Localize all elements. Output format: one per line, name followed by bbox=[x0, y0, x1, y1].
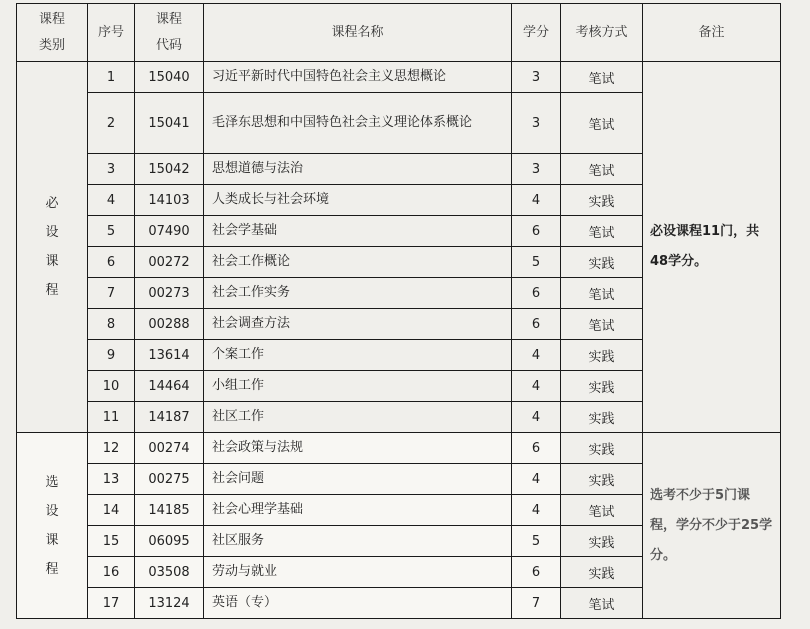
course-name: 劳动与就业 bbox=[204, 557, 512, 588]
row-no: 10 bbox=[88, 371, 135, 402]
header-code: 课程 代码 bbox=[135, 4, 204, 62]
exam-method: 实践 bbox=[561, 464, 643, 495]
course-code: 03508 bbox=[135, 557, 204, 588]
course-code: 06095 bbox=[135, 526, 204, 557]
exam-method: 笔试 bbox=[561, 154, 643, 185]
course-credit: 3 bbox=[512, 62, 561, 93]
header-exam: 考核方式 bbox=[561, 4, 643, 62]
row-no: 9 bbox=[88, 340, 135, 371]
category-cell: 必 设 课 程 bbox=[17, 62, 88, 433]
row-no: 12 bbox=[88, 433, 135, 464]
course-credit: 4 bbox=[512, 340, 561, 371]
header-credit: 学分 bbox=[512, 4, 561, 62]
header-no: 序号 bbox=[88, 4, 135, 62]
exam-method: 实践 bbox=[561, 185, 643, 216]
table-row bbox=[17, 62, 781, 93]
row-no: 11 bbox=[88, 402, 135, 433]
course-code: 15041 bbox=[135, 93, 204, 154]
header-note: 备注 bbox=[643, 4, 781, 62]
course-name: 习近平新时代中国特色社会主义思想概论 bbox=[204, 62, 512, 93]
exam-method: 实践 bbox=[561, 340, 643, 371]
exam-method: 笔试 bbox=[561, 62, 643, 93]
table-row bbox=[17, 433, 781, 464]
course-credit: 4 bbox=[512, 402, 561, 433]
row-no: 17 bbox=[88, 588, 135, 619]
course-name: 社会心理学基础 bbox=[204, 495, 512, 526]
course-code: 14103 bbox=[135, 185, 204, 216]
exam-method: 实践 bbox=[561, 433, 643, 464]
course-code: 00275 bbox=[135, 464, 204, 495]
exam-method: 实践 bbox=[561, 557, 643, 588]
course-name: 社会工作实务 bbox=[204, 278, 512, 309]
course-name: 人类成长与社会环境 bbox=[204, 185, 512, 216]
course-credit: 3 bbox=[512, 93, 561, 154]
course-name: 英语（专） bbox=[204, 588, 512, 619]
exam-method: 笔试 bbox=[561, 588, 643, 619]
course-code: 00273 bbox=[135, 278, 204, 309]
course-name: 思想道德与法治 bbox=[204, 154, 512, 185]
course-credit: 6 bbox=[512, 216, 561, 247]
course-credit: 6 bbox=[512, 557, 561, 588]
note-cell: 必设课程11门，共48学分。 bbox=[643, 62, 781, 433]
course-code: 14187 bbox=[135, 402, 204, 433]
exam-method: 实践 bbox=[561, 402, 643, 433]
exam-method: 实践 bbox=[561, 247, 643, 278]
course-name: 小组工作 bbox=[204, 371, 512, 402]
note-cell: 选考不少于5门课程，学分不少于25学分。 bbox=[643, 433, 781, 619]
course-credit: 6 bbox=[512, 433, 561, 464]
row-no: 6 bbox=[88, 247, 135, 278]
course-code: 15040 bbox=[135, 62, 204, 93]
row-no: 13 bbox=[88, 464, 135, 495]
course-code: 00272 bbox=[135, 247, 204, 278]
exam-method: 实践 bbox=[561, 371, 643, 402]
row-no: 7 bbox=[88, 278, 135, 309]
course-name: 社区工作 bbox=[204, 402, 512, 433]
course-credit: 3 bbox=[512, 154, 561, 185]
course-code: 00274 bbox=[135, 433, 204, 464]
course-table bbox=[16, 3, 781, 619]
course-name: 毛泽东思想和中国特色社会主义理论体系概论 bbox=[204, 93, 512, 154]
course-name: 社会问题 bbox=[204, 464, 512, 495]
row-no: 14 bbox=[88, 495, 135, 526]
exam-method: 笔试 bbox=[561, 309, 643, 340]
course-credit: 4 bbox=[512, 495, 561, 526]
course-name: 社区服务 bbox=[204, 526, 512, 557]
header-category: 课程 类别 bbox=[17, 4, 88, 62]
exam-method: 笔试 bbox=[561, 216, 643, 247]
header-name: 课程名称 bbox=[204, 4, 512, 62]
row-no: 4 bbox=[88, 185, 135, 216]
course-name: 个案工作 bbox=[204, 340, 512, 371]
course-name: 社会调查方法 bbox=[204, 309, 512, 340]
row-no: 1 bbox=[88, 62, 135, 93]
course-code: 13614 bbox=[135, 340, 204, 371]
course-code: 14464 bbox=[135, 371, 204, 402]
row-no: 15 bbox=[88, 526, 135, 557]
course-name: 社会工作概论 bbox=[204, 247, 512, 278]
course-credit: 4 bbox=[512, 185, 561, 216]
course-credit: 4 bbox=[512, 371, 561, 402]
course-code: 13124 bbox=[135, 588, 204, 619]
row-no: 5 bbox=[88, 216, 135, 247]
course-credit: 6 bbox=[512, 278, 561, 309]
course-code: 00288 bbox=[135, 309, 204, 340]
row-no: 8 bbox=[88, 309, 135, 340]
row-no: 16 bbox=[88, 557, 135, 588]
row-no: 2 bbox=[88, 93, 135, 154]
course-code: 07490 bbox=[135, 216, 204, 247]
exam-method: 笔试 bbox=[561, 278, 643, 309]
course-credit: 5 bbox=[512, 526, 561, 557]
row-no: 3 bbox=[88, 154, 135, 185]
course-code: 14185 bbox=[135, 495, 204, 526]
exam-method: 笔试 bbox=[561, 93, 643, 154]
course-credit: 7 bbox=[512, 588, 561, 619]
course-credit: 6 bbox=[512, 309, 561, 340]
exam-method: 实践 bbox=[561, 526, 643, 557]
exam-method: 笔试 bbox=[561, 495, 643, 526]
course-credit: 4 bbox=[512, 464, 561, 495]
header-row bbox=[17, 4, 781, 62]
course-code: 15042 bbox=[135, 154, 204, 185]
course-name: 社会政策与法规 bbox=[204, 433, 512, 464]
course-credit: 5 bbox=[512, 247, 561, 278]
category-cell: 选 设 课 程 bbox=[17, 433, 88, 619]
course-name: 社会学基础 bbox=[204, 216, 512, 247]
